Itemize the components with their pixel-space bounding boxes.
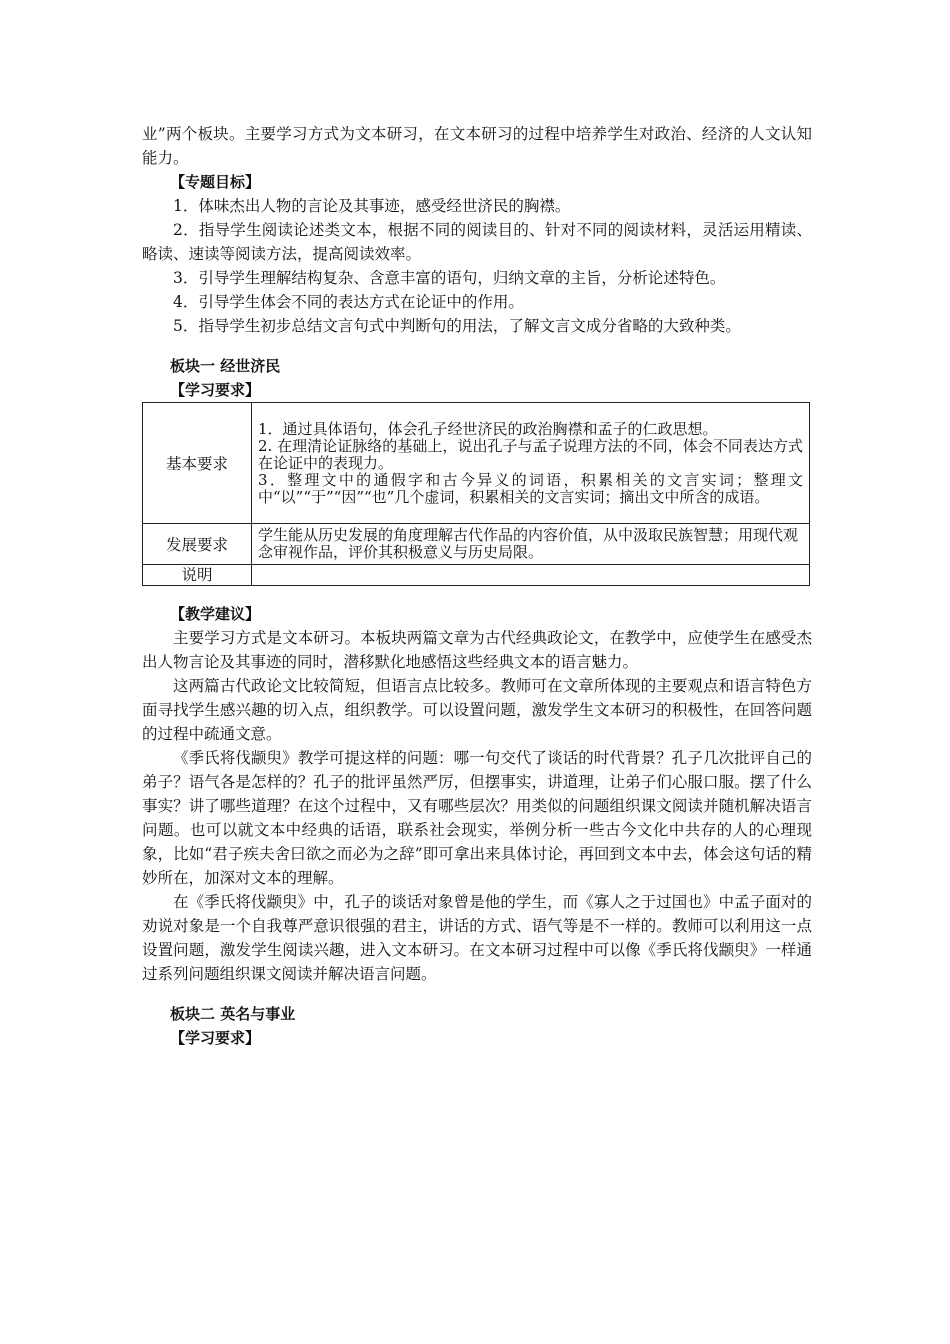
basic-req-item: 1．通过具体语句，体会孔子经世济民的政治胸襟和孟子的仁政思想。 [258, 419, 718, 438]
teaching-heading: 【教学建议】 [170, 605, 261, 623]
goal-item: 2．指导学生阅读论述类文本，根据不同的阅读目的、针对不同的阅读材料，灵活运用精读、略读、速读等阅读方法，提高阅读效率。 [142, 221, 812, 263]
dev-req-content: 学生能从历史发展的角度理解古代作品的内容价值，从中汲取民族智慧；用现代观念审视作品，评价其积极意义与历史局限。 [252, 524, 810, 565]
note-label: 说明 [143, 565, 252, 586]
section1-req-heading: 【学习要求】 [170, 381, 261, 399]
goals-heading: 【专题目标】 [170, 173, 261, 191]
table-row [143, 403, 810, 524]
note-content [252, 565, 810, 586]
basic-req-item: 2. 在理清论证脉络的基础上，说出孔子与孟子说理方法的不同，体会不同表达方式在论证中的表现力。 [258, 436, 803, 472]
goal-item: 1．体味杰出人物的言论及其事迹，感受经世济民的胸襟。 [173, 197, 571, 215]
basic-req-content [252, 403, 810, 524]
section1-title: 板块一 经世济民 [170, 357, 281, 375]
intro-paragraph: 业”两个板块。主要学习方式为文本研习，在文本研习的过程中培养学生对政治、经济的人文认知能力。 [142, 125, 812, 167]
table-row [143, 524, 810, 565]
goal-item: 4．引导学生体会不同的表达方式在论证中的作用。 [173, 293, 524, 311]
teaching-paragraph: 主要学习方式是文本研习。本板块两篇文章为古代经典政论文，在教学中，应使学生在感受杰出人物言论及其事迹的同时，潜移默化地感悟这些经典文本的语言魅力。 [142, 629, 812, 671]
teaching-paragraph: 《季氏将伐颛臾》教学可提这样的问题：哪一句交代了谈话的时代背景？孔子几次批评自己的弟子？语气各是怎样的？孔子的批评虽然严厉，但摆事实，讲道理，让弟子们心服口服。摆了什么事实？讲了哪些道理？在这个过程中，又有哪些层次？用类似的问题组织课文阅读并随机解决语言问题。也可以就文本中经典的话语，联系社会现实，举例分析一些古今文化中共存的人的心理现象，比如“君子疾夫舍曰欲之而必为之辞”即可拿出来具体讨论，再回到文本中去，体会这句话的精妙所在，加深对文本的理解。 [142, 749, 812, 887]
teaching-paragraph: 在《季氏将伐颛臾》中，孔子的谈话对象曾是他的学生，而《寡人之于过国也》中孟子面对的劝说对象是一个自我尊严意识很强的君主，讲话的方式、语气等是不一样的。教师可以利用这一点设置问题，激发学生阅读兴趣，进入文本研习。在文本研习过程中可以像《季氏将伐颛臾》一样通过系列问题组织课文阅读并解决语言问题。 [142, 893, 812, 983]
section2-title: 板块二 英名与事业 [170, 1005, 296, 1023]
goal-item: 3．引导学生理解结构复杂、含意丰富的语句，归纳文章的主旨，分析论述特色。 [173, 269, 726, 287]
document-page [142, 122, 812, 1050]
teaching-paragraph: 这两篇古代政论文比较简短，但语言点比较多。教师可在文章所体现的主要观点和语言特色方面寻找学生感兴趣的切入点，组织教学。可以设置问题，激发学生文本研习的积极性，在回答问题的过程中疏通文意。 [142, 677, 812, 743]
requirements-table [142, 402, 810, 586]
basic-req-item: 3．整理文中的通假字和古今异义的词语，积累相关的文言实词；整理文中“以”“于”“因”“也”几个虚词，积累相关的文言实词；摘出文中所含的成语。 [258, 470, 803, 506]
basic-req-label: 基本要求 [143, 403, 252, 524]
table-row [143, 565, 810, 586]
goal-item: 5．指导学生初步总结文言句式中判断句的用法，了解文言文成分省略的大致种类。 [173, 317, 741, 335]
dev-req-label: 发展要求 [143, 524, 252, 565]
section2-req-heading: 【学习要求】 [170, 1029, 261, 1047]
